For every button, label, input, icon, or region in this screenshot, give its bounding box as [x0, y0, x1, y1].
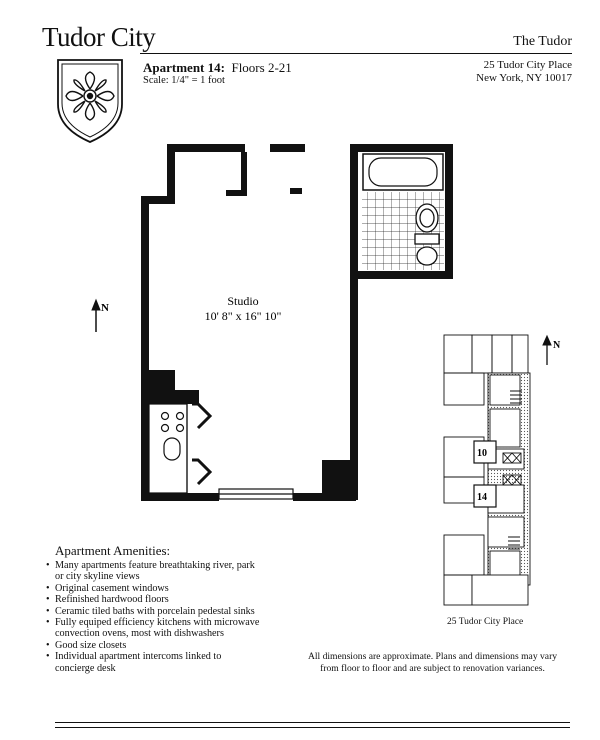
key-north-arrow-icon	[543, 336, 551, 365]
amenity-item: • Individual apartment intercoms linked to concierge desk	[45, 651, 260, 674]
room-name: Studio	[227, 294, 259, 308]
apartment-label: Apartment 14:	[143, 60, 225, 75]
amenity-item: • Ceramic tiled baths with porcelain pedestal sinks	[45, 606, 260, 617]
window	[219, 489, 293, 499]
key-plan	[430, 325, 570, 615]
key-plan-caption: 25 Tudor City Place	[447, 617, 524, 627]
amenities-list	[45, 560, 260, 674]
address-line-1: 25 Tudor City Place	[483, 59, 572, 71]
disclaimer: All dimensions are approximate. Plans and dimensions may vary from floor to floor and are subject to renovation variances.	[307, 651, 558, 674]
key-north-label: N	[553, 340, 561, 351]
kitchen	[149, 404, 187, 493]
amenity-item: • Fully equiped efficiency kitchens with microwave convection ovens, most with dishwashers	[45, 617, 260, 640]
building-name: The Tudor	[513, 34, 572, 49]
address-line-2: New York, NY 10017	[476, 72, 572, 84]
amenity-item: • Good size closets	[45, 640, 260, 651]
amenities-title: Apartment Amenities:	[55, 543, 171, 558]
key-unit-10: 10	[477, 448, 487, 459]
amenity-item: • Refinished hardwood floors	[45, 594, 260, 605]
footer-rule	[55, 727, 570, 728]
kitchen-doors	[192, 404, 210, 484]
scale-label: Scale: 1/4" = 1 foot	[143, 75, 225, 86]
room-dimensions: 10' 8" x 16" 10"	[204, 309, 282, 323]
toilet	[415, 204, 439, 265]
floors-label: Floors 2-21	[231, 60, 292, 75]
key-unit-14: 14	[477, 492, 487, 503]
brand-logo-text: Tudor City	[42, 22, 156, 52]
footer-rule	[55, 722, 570, 723]
amenity-item: • Original casement windows	[45, 583, 260, 594]
north-label: N	[101, 302, 109, 314]
amenity-item: • Many apartments feature breathtaking river, park or city skyline views	[45, 560, 260, 583]
north-arrow-icon	[92, 300, 100, 332]
